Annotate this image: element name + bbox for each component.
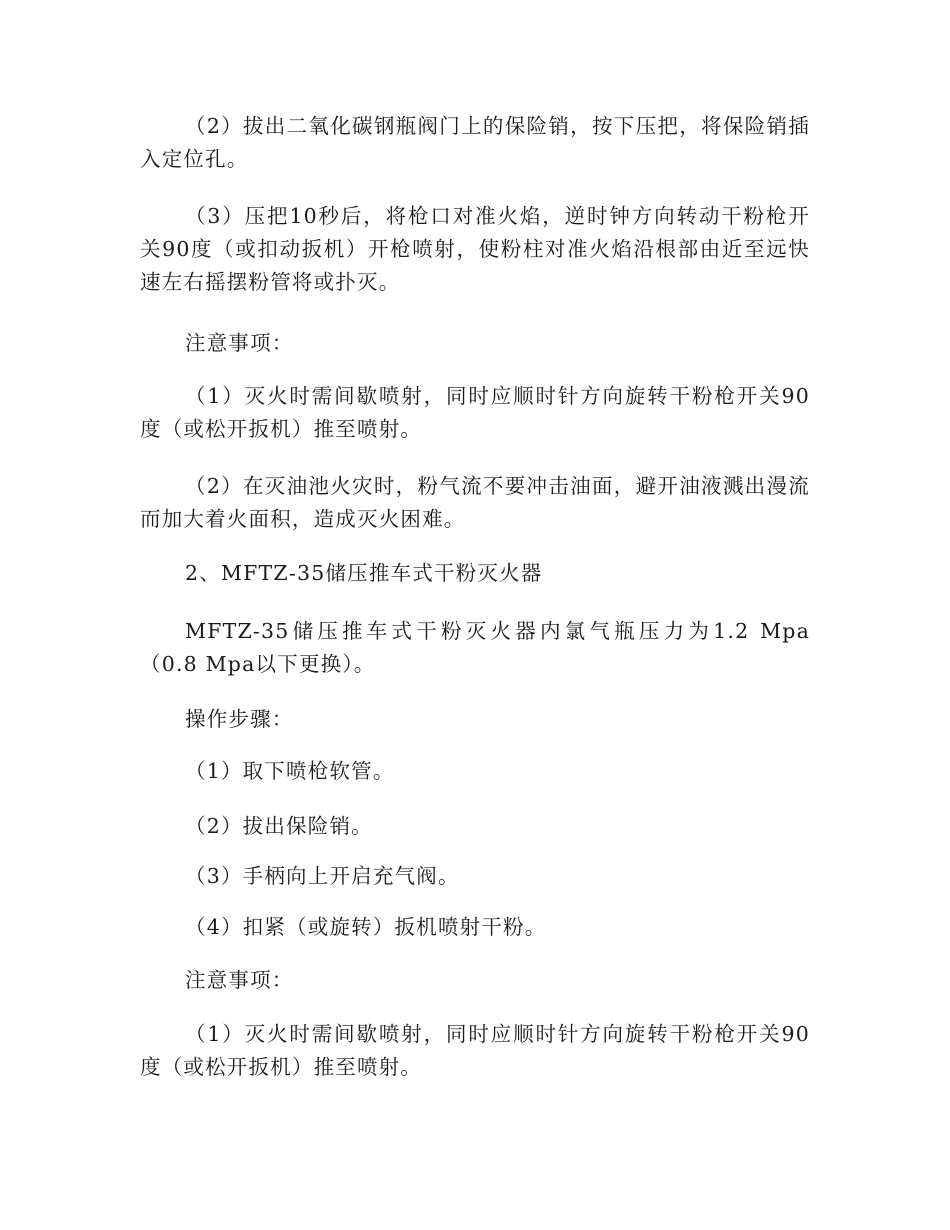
heading-precautions: 注意事项： [185, 331, 294, 355]
paragraph-precaution-2: （2）在灭油池火灾时，粉气流不要冲击油面，避开油液溅出漫流而加大着火面积，造成灭火困难。 [140, 474, 810, 531]
paragraph-op-step-1: （1）取下喷枪软管。 [185, 759, 395, 783]
paragraph-precaution-1: （1）灭火时需间歇喷射，同时应顺时针方向旋转干粉枪开关90度（或松开扳机）推至喷射。 [140, 384, 810, 441]
paragraph-step-2-remove-pin: （2）拔出二氧化碳钢瓶阀门上的保险销，按下压把，将保险销插入定位孔。 [140, 114, 810, 171]
section-heading-mftz35: 2、MFTZ-35储压推车式干粉灭火器 [185, 561, 543, 585]
paragraph-precaution-1-repeat: （1）灭火时需间歇喷射，同时应顺时针方向旋转干粉枪开关90度（或松开扳机）推至喷射。 [140, 1022, 810, 1079]
paragraph-op-step-4: （4）扣紧（或旋转）扳机喷射干粉。 [185, 915, 547, 939]
heading-precautions-2: 注意事项： [185, 968, 294, 992]
paragraph-op-step-2: （2）拔出保险销。 [185, 814, 373, 838]
heading-operation-steps: 操作步骤： [185, 707, 294, 731]
paragraph-step-3-spray: （3）压把10秒后，将枪口对准火焰，逆时钟方向转动干粉枪开关90度（或扣动扳机）开枪喷射，使粉柱对准火焰沿根部由近至远快速左右摇摆粉管将或扑灭。 [140, 204, 810, 294]
paragraph-mftz35-pressure: MFTZ-35储压推车式干粉灭火器内氯气瓶压力为1.2 Mpa（0.8 Mpa以下更换）。 [140, 619, 810, 676]
paragraph-op-step-3: （3）手柄向上开启充气阀。 [185, 864, 460, 888]
